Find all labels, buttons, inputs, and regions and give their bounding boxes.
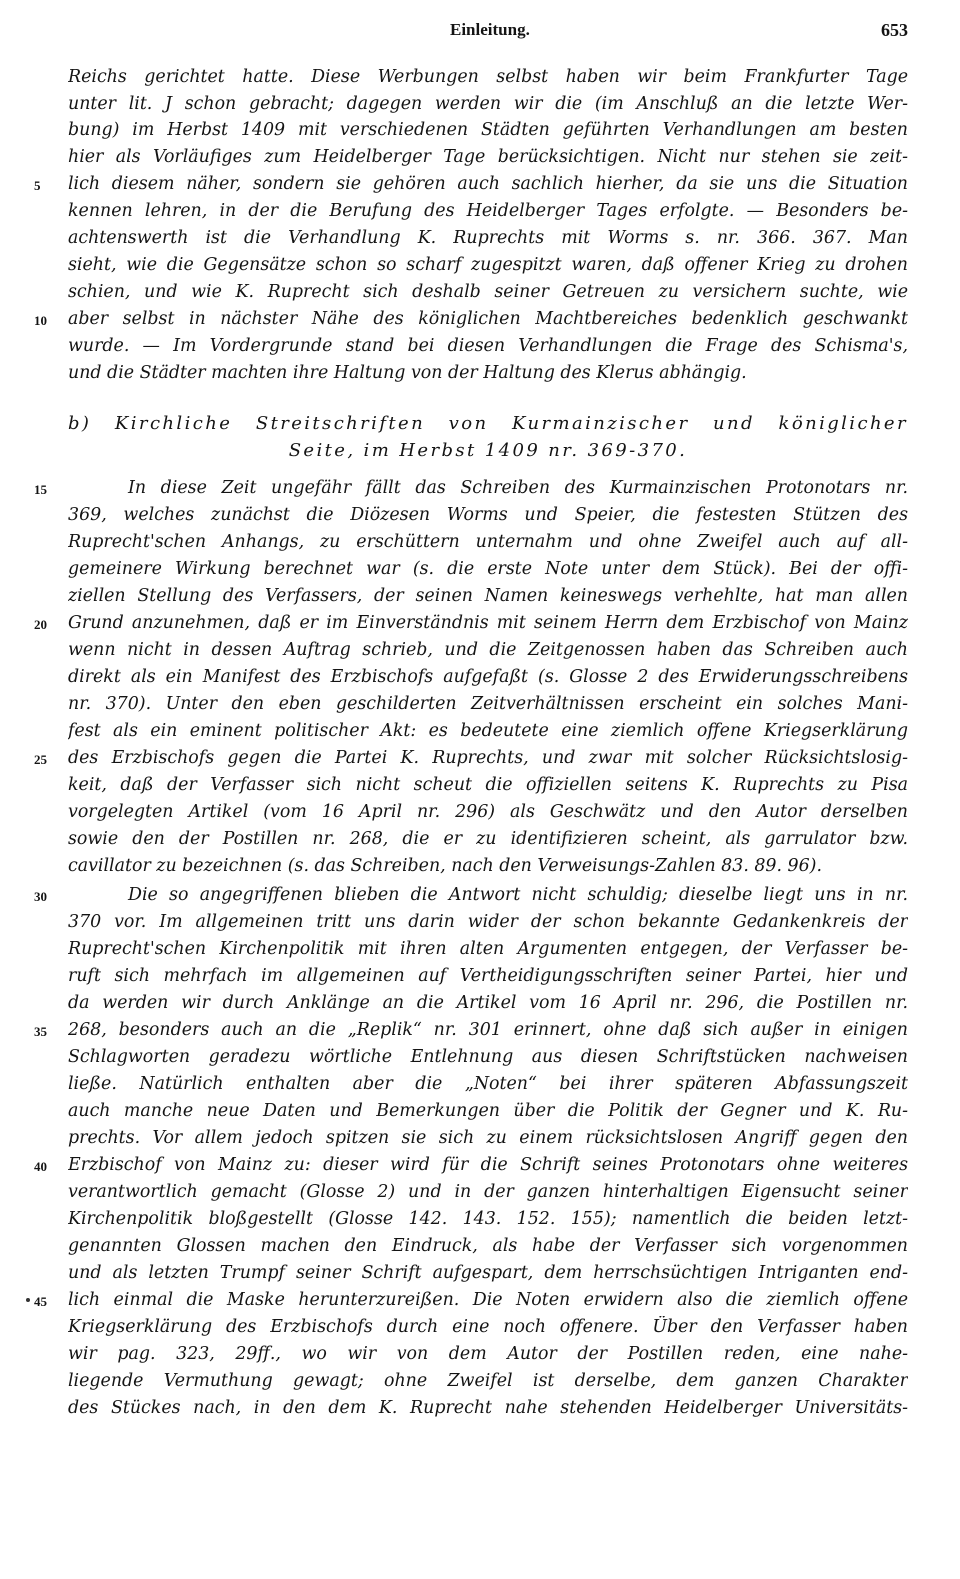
text-line: prechts. Vor allem jedoch spitzen sie sich zu einem rücksichtslosen Angriff gegen den [68,1128,908,1148]
text-line: ruft sich mehrfach im allgemeinen auf Vertheidigungsschriften seiner Partei, hier und [68,966,908,986]
section-heading: b) Kirchliche Streitschriften von Kurmainzischer und königlicher [68,413,908,434]
text-line: genannten Glossen machen den Eindruck, als habe der Verfasser sich vorgenommen [68,1236,908,1256]
text-line: keit, daß der Verfasser sich nicht scheut die offiziellen seitens K. Ruprechts zu Pisa [68,775,908,795]
margin-dot-mark [26,1298,30,1302]
text-line: 370 vor. Im allgemeinen tritt uns darin wider der schon bekannte Gedankenkreis der [68,912,908,932]
margin-line-number: 5 [34,178,41,193]
text-line: Die so angegriffenen blieben die Antwort nicht schuldig; dieselbe liegt uns in nr. [128,885,908,905]
text-line: 369, welches zunächst die Diözesen Worms und Speier, die festesten Stützen des [68,505,908,525]
text-line: nr. 370). Unter den eben geschilderten Zeitverhältnissen erscheint ein solches Mani- [68,694,908,714]
text-line: sieht, wie die Gegensätze schon so scharf zugespitzt waren, daß offener Krieg zu drohen [68,255,908,275]
text-line: In diese Zeit ungefähr fällt das Schreiben des Kurmainzischen Protonotars nr. [128,478,908,498]
text-line: ließe. Natürlich enthalten aber die „Noten“ bei ihrer späteren Abfassungszeit [68,1074,908,1094]
margin-line-number: 30 [34,889,47,904]
text-line: unter lit. J schon gebracht; dagegen werden wir die (im Anschluß an die letzte Wer- [68,94,908,114]
text-line: Ruprecht'schen Anhangs, zu erschüttern unternahm und ohne Zweifel auch auf all- [68,532,908,552]
text-line: ziellen Stellung des Verfassers, der seinen Namen keineswegs verhehlte, hat man allen [68,586,908,606]
margin-line-number: 45 [34,1294,47,1309]
text-line: wenn nicht in dessen Auftrag schrieb, und die Zeitgenossen haben das Schreiben auch [68,640,908,660]
text-line: lich einmal die Maske herunterzureißen. Die Noten erwidern also die ziemlich offene [68,1290,908,1310]
text-line: vorgelegten Artikel (vom 16 April nr. 296) als Geschwätz und den Autor derselben [68,802,908,822]
text-line: Kirchenpolitik bloßgestellt (Glosse 142. 143. 152. 155); namentlich die beiden letzt- [68,1209,908,1229]
text-line: gemeinere Wirkung berechnet war (s. die erste Note unter dem Stück). Bei der offi- [68,559,908,579]
text-line: Ruprecht'schen Kirchenpolitik mit ihren alten Argumenten entgegen, der Verfasser be- [68,939,908,959]
margin-line-number: 35 [34,1024,47,1039]
text-line: des Stückes nach, in den dem K. Ruprecht nahe stehenden Heidelberger Universitäts- [68,1398,908,1418]
text-line: da werden wir durch Anklänge an die Artikel vom 16 April nr. 296, die Postillen nr. [68,993,908,1013]
section-heading: Seite, im Herbst 1409 nr. 369-370. [288,440,688,461]
text-line: sowie den der Postillen nr. 268, die er zu identifizieren scheint, als garrulator bzw. [68,829,908,849]
text-line: und die Städter machten ihre Haltung von der Haltung des Klerus abhängig. [68,363,747,383]
text-line: 268, besonders auch an die „Replik“ nr. 301 erinnert, ohne daß sich außer in einigen [68,1020,908,1040]
text-line: Grund anzunehmen, daß er im Einverständnis mit seinem Herrn dem Erzbischof von Mainz [68,613,908,633]
text-line: Erzbischof von Mainz zu: dieser wird für die Schrift seines Protonotars ohne weiteres [68,1155,908,1175]
margin-line-number: 40 [34,1159,47,1174]
text-line: Reichs gerichtet hatte. Diese Werbungen selbst haben wir beim Frankfurter Tage [68,67,908,87]
text-line: lich diesem näher, sondern sie gehören auch sachlich hierher, da sie uns die Situation [68,174,908,194]
text-line: kennen lehren, in der die Berufung des Heidelberger Tages erfolgte. — Besonders be- [68,201,908,221]
text-line: liegende Vermuthung gewagt; ohne Zweifel ist derselbe, dem ganzen Charakter [68,1371,908,1391]
text-line: fest als ein eminent politischer Akt: es bedeutete eine ziemlich offene Kriegserklärung [68,721,908,741]
text-line: auch manche neue Daten und Bemerkungen über die Politik der Gegner und K. Ru- [68,1101,908,1121]
page-number: 653 [881,20,908,40]
text-line: und als letzten Trumpf seiner Schrift aufgespart, dem herrschsüchtigen Intriganten end- [68,1263,908,1283]
text-line: schien, und wie K. Ruprecht sich deshalb seiner Getreuen zu versichern suchte, wie [68,282,908,302]
text-line: cavillator zu bezeichnen (s. das Schreiben, nach den Verweisungs-Zahlen 83. 89. 96). [68,856,822,876]
text-line: Kriegserklärung des Erzbischofs durch eine noch offenere. Über den Verfasser haben [68,1317,908,1337]
margin-line-number: 15 [34,482,47,497]
text-line: wurde. — Im Vordergrunde stand bei diesen Verhandlungen die Frage des Schisma's, [68,336,908,356]
text-line: achtenswerth ist die Verhandlung K. Ruprechts mit Worms s. nr. 366. 367. Man [68,228,908,248]
text-line: des Erzbischofs gegen die Partei K. Ruprechts, und zwar mit solcher Rücksichtslosig- [68,748,908,768]
text-line: direkt als ein Manifest des Erzbischofs aufgefaßt (s. Glosse 2 des Erwiderungsschreibens [68,667,908,687]
text-line: Schlagworten geradezu wörtliche Entlehnung aus diesen Schriftstücken nachweisen [68,1047,908,1067]
text-line: bung) im Herbst 1409 mit verschiedenen Städten geführten Verhandlungen am besten [68,120,908,140]
text-line: verantwortlich gemacht (Glosse 2) und in der ganzen hinterhaltigen Eigensucht seiner [68,1182,908,1202]
text-line: hier als Vorläufiges zum Heidelberger Tage berücksichtigen. Nicht nur stehen sie zeit- [68,147,908,167]
text-line: aber selbst in nächster Nähe des königlichen Machtbereiches bedenklich geschwankt [68,309,908,329]
running-header-title: Einleitung. [450,20,530,39]
margin-line-number: 25 [34,752,47,767]
margin-line-number: 20 [34,617,47,632]
margin-line-number: 10 [34,313,47,328]
text-line: wir pag. 323, 29ff., wo wir von dem Autor der Postillen reden, eine nahe- [68,1344,908,1364]
